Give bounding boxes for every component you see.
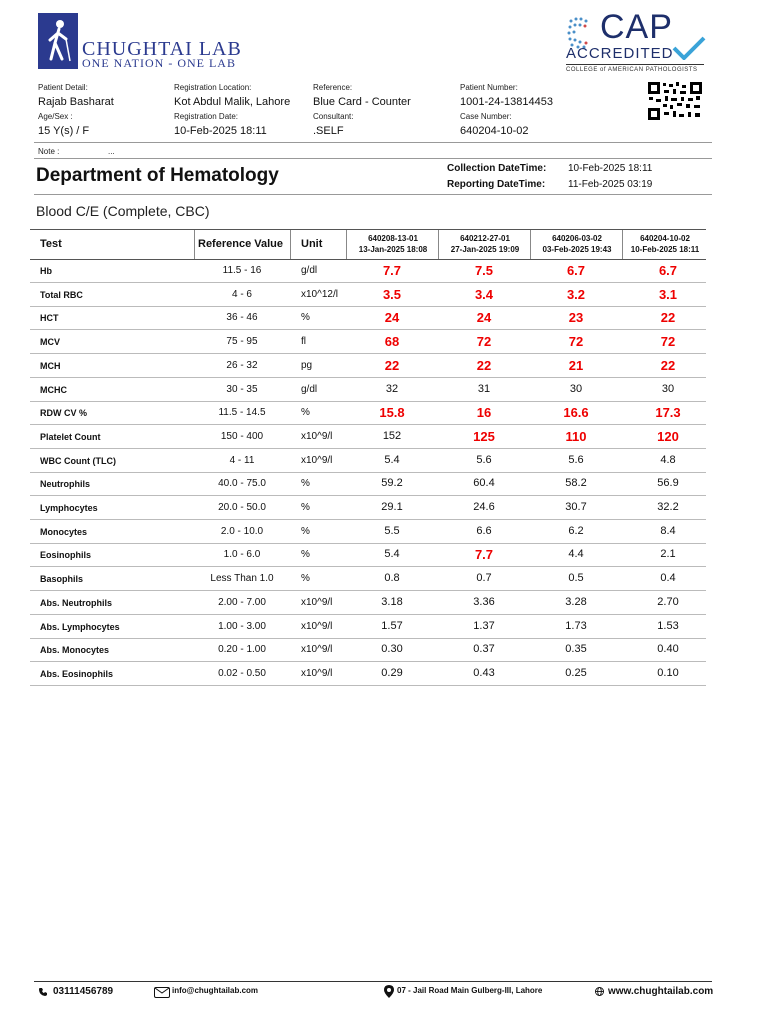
test-name: MCHC xyxy=(40,384,67,395)
result-value-abnormal: 125 xyxy=(473,428,495,444)
table-row xyxy=(30,401,706,425)
unit: % xyxy=(301,478,310,490)
cap-divider xyxy=(566,64,704,65)
note-label: Note : xyxy=(38,147,60,156)
reg-date-value: 10-Feb-2025 18:11 xyxy=(174,125,267,137)
unit: % xyxy=(301,502,310,513)
result-value-abnormal: 72 xyxy=(568,334,584,350)
result-value: 31 xyxy=(477,382,491,395)
footer-email[interactable]: info@chughtailab.com xyxy=(172,986,259,995)
reference-value: 2.00 - 7.00 xyxy=(218,596,266,608)
result-value-abnormal: 72 xyxy=(476,334,492,350)
table-row xyxy=(30,283,706,307)
result-value-abnormal: 21 xyxy=(568,357,584,373)
result-value: 32.2 xyxy=(657,501,679,513)
age-sex-label: Age/Sex : xyxy=(38,112,73,121)
footer-address: 07 - Jail Road Main Gulberg-III, Lahore xyxy=(397,986,543,995)
result-value: 152 xyxy=(382,429,402,442)
header-divider xyxy=(346,230,347,259)
test-name: Abs. Monocytes xyxy=(40,645,110,656)
case-number-label: Case Number: xyxy=(460,112,512,121)
result-value-abnormal: 23 xyxy=(568,310,584,326)
result-value: 30 xyxy=(569,382,583,395)
result-value: 29.1 xyxy=(381,501,403,513)
test-name: Lymphocytes xyxy=(40,503,98,513)
test-name: Platelet Count xyxy=(40,431,101,442)
result-value: 58.2 xyxy=(565,477,587,490)
patient-detail-label: Patient Detail: xyxy=(38,83,88,92)
result-value: 8.4 xyxy=(660,524,676,537)
consultant-label: Consultant: xyxy=(313,112,354,121)
unit: x10^9/l xyxy=(301,667,333,679)
table-row xyxy=(30,330,706,354)
reference-value: 40.0 - 75.0 xyxy=(218,478,266,490)
patient-number-value: 1001-24-13814453 xyxy=(460,96,553,108)
results-table-header xyxy=(30,229,706,260)
reference-label: Reference: xyxy=(313,83,353,92)
test-name: MCH xyxy=(40,360,61,371)
reference-value: 26 - 32 xyxy=(226,359,258,371)
reference-value: 1.0 - 6.0 xyxy=(223,549,261,561)
reference-value: 4 - 11 xyxy=(229,454,255,466)
header-reference: Reference Value xyxy=(198,238,283,250)
reporting-datetime-value: 11-Feb-2025 03:19 xyxy=(568,179,653,190)
reference-value: 20.0 - 50.0 xyxy=(218,502,266,513)
result-value-abnormal: 15.8 xyxy=(379,405,405,421)
envelope-icon xyxy=(154,987,170,998)
unit: % xyxy=(301,312,310,324)
header-visit-2 xyxy=(440,233,530,255)
table-row xyxy=(30,567,706,591)
cap-accredited-text: ACCREDITED xyxy=(566,45,674,62)
table-row xyxy=(30,472,706,496)
reference-value: 0.02 - 0.50 xyxy=(218,667,266,679)
visit-2-date: 27-Jan-2025 19:09 xyxy=(450,245,520,254)
header-divider xyxy=(194,230,195,259)
result-value: 3.28 xyxy=(565,595,587,608)
header-divider xyxy=(290,230,291,259)
header-visit-4 xyxy=(624,233,706,255)
result-value: 2.70 xyxy=(657,595,679,608)
table-row xyxy=(30,449,706,473)
result-value: 0.25 xyxy=(565,666,587,679)
result-value: 5.6 xyxy=(476,453,492,466)
result-value-abnormal: 7.5 xyxy=(474,263,494,278)
reg-date-label: Registration Date: xyxy=(174,112,239,121)
reference-value: Blue Card - Counter xyxy=(313,96,411,108)
result-value-abnormal: 6.7 xyxy=(658,263,678,278)
reference-value: 11.5 - 16 xyxy=(222,265,262,276)
unit: x10^9/l xyxy=(301,430,333,442)
footer-divider xyxy=(34,981,712,982)
table-row xyxy=(30,543,706,567)
result-value: 5.4 xyxy=(384,548,400,561)
header-divider xyxy=(622,230,623,259)
visit-4-case: 640204-10-02 xyxy=(640,234,690,243)
header-unit: Unit xyxy=(301,238,323,250)
test-name: Abs. Eosinophils xyxy=(40,668,114,679)
case-number-value: 640204-10-02 xyxy=(460,125,529,137)
result-value-abnormal: 3.5 xyxy=(382,286,402,302)
reference-value: 30 - 35 xyxy=(226,383,258,395)
result-value: 0.4 xyxy=(660,572,676,585)
result-value: 1.73 xyxy=(565,619,587,632)
unit: % xyxy=(301,573,310,585)
result-value: 0.7 xyxy=(476,572,492,585)
test-name: Hb xyxy=(40,266,52,276)
result-value: 59.2 xyxy=(381,477,403,490)
result-value: 1.57 xyxy=(381,619,403,632)
table-row xyxy=(30,378,706,402)
test-name: Basophils xyxy=(40,574,84,585)
result-value: 0.30 xyxy=(381,643,403,656)
footer-website[interactable]: www.chughtailab.com xyxy=(608,986,714,997)
unit: g/dl xyxy=(301,265,318,276)
test-name: Monocytes xyxy=(40,526,88,537)
result-value-abnormal: 24 xyxy=(384,310,400,326)
header-visit-3 xyxy=(532,233,622,255)
test-name: RDW CV % xyxy=(40,408,87,419)
walking-figure-icon xyxy=(40,15,76,67)
reference-value: 11.5 - 14.5 xyxy=(218,407,266,419)
result-value-abnormal: 22 xyxy=(476,357,492,373)
department-title: Department of Hematology xyxy=(36,165,279,186)
result-value-abnormal: 120 xyxy=(657,428,679,444)
visit-1-date: 13-Jan-2025 18:08 xyxy=(358,245,428,254)
table-row xyxy=(30,591,706,615)
reference-value: 36 - 46 xyxy=(226,312,258,324)
table-row xyxy=(30,306,706,330)
unit: x10^9/l xyxy=(301,596,333,608)
result-value: 32 xyxy=(385,382,399,395)
unit: x10^12/l xyxy=(301,288,338,300)
result-value-abnormal: 16 xyxy=(476,405,492,421)
unit: x10^9/l xyxy=(301,620,333,632)
collection-datetime-value: 10-Feb-2025 18:11 xyxy=(568,163,653,174)
result-value-abnormal: 110 xyxy=(565,428,587,444)
result-value: 3.36 xyxy=(473,595,495,608)
result-value-abnormal: 16.6 xyxy=(563,405,589,421)
unit: pg xyxy=(301,359,313,371)
table-row xyxy=(30,496,706,520)
reference-value: 150 - 400 xyxy=(220,430,264,442)
reference-value: 2.0 - 10.0 xyxy=(220,525,264,537)
unit: % xyxy=(301,525,310,537)
consultant-value: .SELF xyxy=(313,125,344,137)
result-value-abnormal: 3.2 xyxy=(566,286,586,302)
result-value: 4.4 xyxy=(568,548,584,561)
location-pin-icon xyxy=(384,985,394,998)
reference-value: Less Than 1.0 xyxy=(210,573,274,585)
result-value: 0.8 xyxy=(384,572,400,585)
cap-college-text: COLLEGE of AMERICAN PATHOLOGISTS xyxy=(566,67,698,73)
header-test: Test xyxy=(40,238,62,250)
result-value: 56.9 xyxy=(657,477,679,490)
result-value: 6.6 xyxy=(476,524,492,537)
test-name: Abs. Neutrophils xyxy=(40,597,113,608)
reporting-datetime-label: Reporting DateTime: xyxy=(447,179,546,190)
result-value: 0.29 xyxy=(381,666,403,679)
result-value: 0.5 xyxy=(568,572,584,585)
result-value: 5.4 xyxy=(384,453,400,466)
result-value: 6.2 xyxy=(568,524,584,537)
table-row xyxy=(30,425,706,449)
result-value: 24.6 xyxy=(473,501,495,513)
unit: x10^9/l xyxy=(301,454,333,466)
reg-location-label: Registration Location: xyxy=(174,83,252,92)
lab-tagline: ONE NATION - ONE LAB xyxy=(82,56,236,70)
visit-3-date: 03-Feb-2025 19:43 xyxy=(542,245,612,254)
globe-icon xyxy=(595,987,604,996)
visit-2-case: 640212-27-01 xyxy=(460,234,510,243)
result-value-abnormal: 22 xyxy=(384,357,400,373)
unit: % xyxy=(301,407,310,419)
result-value: 0.37 xyxy=(473,643,495,656)
cap-logo-text: CAP xyxy=(600,8,673,46)
patient-number-label: Patient Number: xyxy=(460,83,518,92)
qr-code-icon xyxy=(648,82,702,120)
result-value-abnormal: 68 xyxy=(384,334,400,350)
lab-name: CHUGHTAI LAB xyxy=(82,38,242,60)
table-row xyxy=(30,638,706,662)
test-name: Eosinophils xyxy=(40,550,92,561)
footer-phone[interactable]: 03111456789 xyxy=(53,986,114,997)
lab-logo-mark xyxy=(38,13,78,69)
table-row xyxy=(30,615,706,639)
test-name: HCT xyxy=(40,313,59,324)
reference-value: 4 - 6 xyxy=(231,288,252,300)
unit: % xyxy=(301,549,310,561)
collection-datetime-label: Collection DateTime: xyxy=(447,163,547,174)
panel-title: Blood C/E (Complete, CBC) xyxy=(36,203,210,219)
reg-location-value: Kot Abdul Malik, Lahore xyxy=(174,96,291,108)
table-row xyxy=(30,259,706,283)
result-value: 5.6 xyxy=(568,453,584,466)
result-value-abnormal: 72 xyxy=(660,334,676,350)
visit-1-case: 640208-13-01 xyxy=(368,234,418,243)
result-value: 0.40 xyxy=(657,643,679,656)
result-value-abnormal: 3.1 xyxy=(658,286,678,302)
result-value: 60.4 xyxy=(473,477,495,490)
test-name: MCV xyxy=(40,337,60,348)
result-value-abnormal: 6.7 xyxy=(566,263,586,278)
table-row xyxy=(30,662,706,686)
visit-4-date: 10-Feb-2025 18:11 xyxy=(630,245,700,254)
result-value: 3.18 xyxy=(381,595,403,608)
header-divider xyxy=(438,230,439,259)
note-divider xyxy=(34,158,712,159)
result-value-abnormal: 22 xyxy=(660,357,676,373)
header-visit-1 xyxy=(348,233,438,255)
result-value-abnormal: 7.7 xyxy=(382,263,402,278)
patient-name: Rajab Basharat xyxy=(38,96,114,108)
visit-3-case: 640206-03-02 xyxy=(552,234,602,243)
result-value: 0.43 xyxy=(473,666,495,679)
result-value-abnormal: 22 xyxy=(660,310,676,326)
result-value: 5.5 xyxy=(384,524,400,537)
test-name: Total RBC xyxy=(40,289,83,300)
table-row xyxy=(30,520,706,544)
unit: fl xyxy=(301,336,306,348)
result-value-abnormal: 3.4 xyxy=(474,286,494,302)
result-value: 2.1 xyxy=(660,548,676,561)
result-value: 30.7 xyxy=(565,501,587,513)
reference-value: 1.00 - 3.00 xyxy=(218,620,266,632)
checkmark-icon xyxy=(672,36,706,60)
result-value-abnormal: 17.3 xyxy=(655,405,681,421)
unit: g/dl xyxy=(301,383,318,395)
result-value-abnormal: 7.7 xyxy=(474,547,494,563)
header-divider xyxy=(530,230,531,259)
result-value: 1.53 xyxy=(657,619,679,632)
table-row xyxy=(30,354,706,378)
info-divider xyxy=(34,142,712,143)
unit: x10^9/l xyxy=(301,644,333,656)
result-value: 1.37 xyxy=(473,619,495,632)
result-value: 30 xyxy=(661,382,675,395)
result-value: 4.8 xyxy=(660,453,676,466)
phone-icon xyxy=(38,987,48,997)
test-name: WBC Count (TLC) xyxy=(40,455,116,466)
department-divider xyxy=(34,194,712,195)
test-name: Neutrophils xyxy=(40,479,91,490)
age-sex-value: 15 Y(s) / F xyxy=(38,125,90,137)
result-value: 0.35 xyxy=(565,643,587,656)
reference-value: 0.20 - 1.00 xyxy=(218,644,266,656)
result-value: 0.10 xyxy=(657,666,679,679)
reference-value: 75 - 95 xyxy=(226,336,258,348)
result-value-abnormal: 24 xyxy=(476,310,492,326)
test-name: Abs. Lymphocytes xyxy=(40,621,120,632)
note-value: ... xyxy=(108,147,115,156)
